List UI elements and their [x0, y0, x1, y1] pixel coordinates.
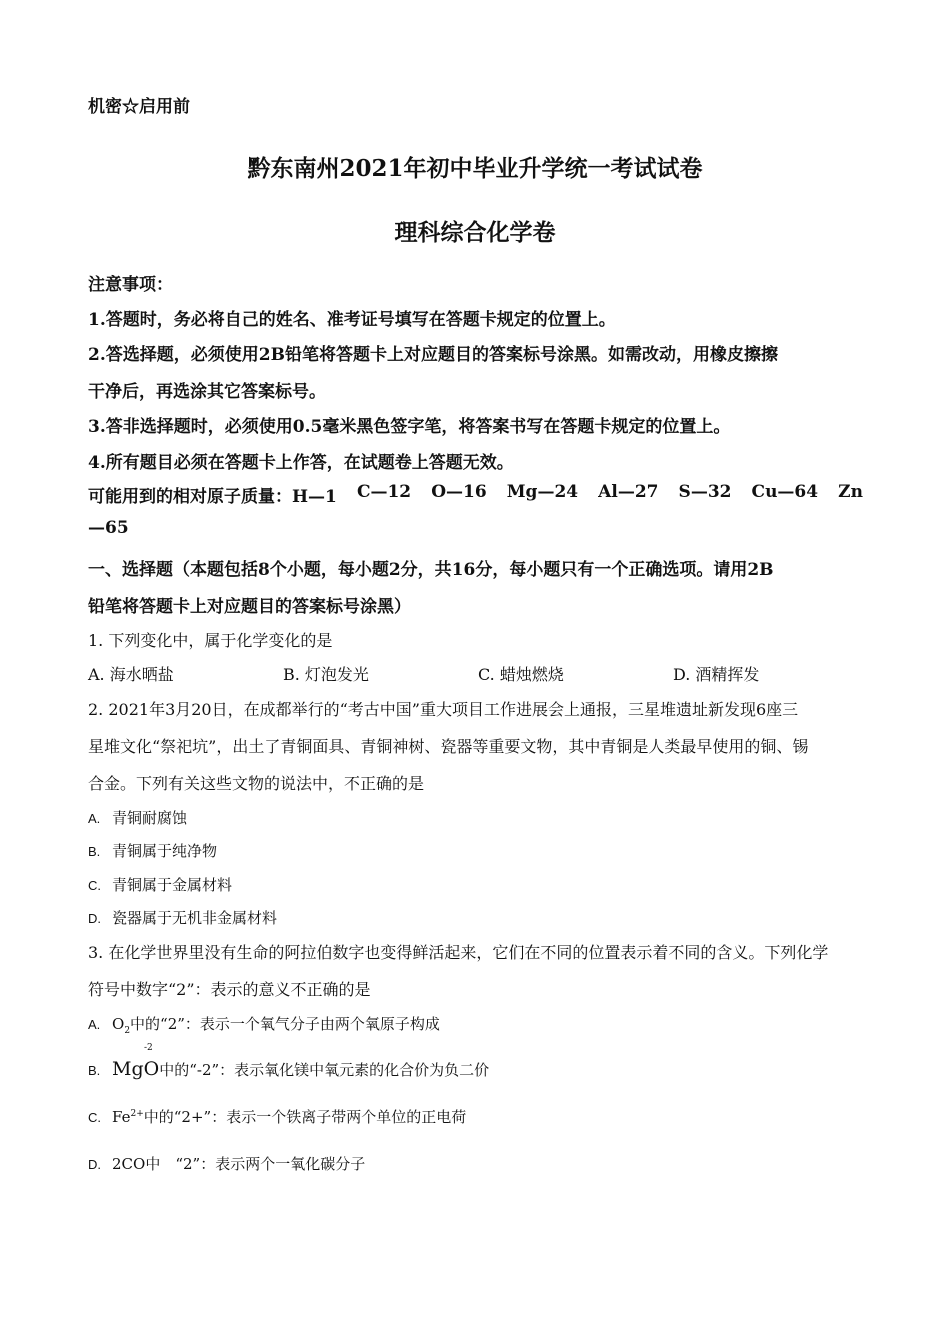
q3-option-b — [88, 1043, 490, 1080]
formula-superscript: 2+ — [130, 1109, 144, 1119]
atomic-mass-label: 可能用到的相对原子质量：H—1 — [88, 487, 337, 507]
q3-stem-line1: 3. 在化学世界里没有生命的阿拉伯数字也变得鲜活起来，它们在不同的位置表示着不同的含义。下列化学 — [88, 943, 829, 962]
secret-label: 机密☆启用前 — [88, 97, 190, 117]
option-letter: B. — [88, 1063, 101, 1078]
q1-stem: 1. 下列变化中，属于化学变化的是 — [88, 631, 333, 650]
q3-option-c — [88, 1106, 466, 1127]
option-text: 中的“2”：表示一个氧气分子由两个氧原子构成 — [130, 1015, 440, 1033]
q1-option-d: D. 酒精挥发 — [673, 665, 760, 684]
option-letter: D. — [88, 911, 101, 926]
option-text: 青铜属于纯净物 — [112, 842, 218, 860]
q2-stem-line2: 星堆文化“祭祀坑”，出土了青铜面具、青铜神树、瓷器等重要文物，其中青铜是人类最早使用的铜、锡 — [88, 737, 809, 756]
q2-option-b — [88, 840, 217, 861]
option-letter: A. — [88, 1017, 101, 1032]
atomic-mass-line — [88, 482, 863, 507]
q2-stem-line1: 2. 2021年3月20日，在成都举行的“考古中国”重大项目工作进展会上通报，三星堆遗址新发现6座三 — [88, 700, 799, 719]
q2-option-a — [88, 807, 187, 828]
atomic-mass-item: Cu—64 — [751, 482, 819, 502]
option-text: 青铜属于金属材料 — [112, 876, 233, 894]
note-3: 3.答非选择题时，必须使用0.5毫米黑色签字笔，将答案书写在答题卡规定的位置上。 — [88, 417, 731, 437]
option-text: 中的“2+”：表示一个铁离子带两个单位的正电荷 — [143, 1108, 467, 1126]
section-1-heading-cont: 铅笔将答题卡上对应题目的答案标号涂黑） — [88, 597, 411, 617]
option-letter: A. — [88, 811, 101, 826]
q2-stem-line3: 合金。下列有关这些文物的说法中，不正确的是 — [88, 774, 425, 793]
formula: O — [112, 1015, 125, 1033]
q2-option-c — [88, 874, 232, 895]
q3-option-d — [88, 1153, 365, 1174]
option-letter: C. — [88, 878, 101, 893]
formula: 2CO — [112, 1155, 146, 1173]
option-text: 瓷器属于无机非金属材料 — [112, 909, 278, 927]
q1-option-b: B. 灯泡发光 — [283, 665, 369, 684]
q1-option-c: C. 蜡烛燃烧 — [478, 665, 564, 684]
notes-heading: 注意事项： — [88, 275, 173, 295]
option-text: 中的“-2”：表示氧化镁中氧元素的化合价为负二价 — [159, 1061, 490, 1079]
option-letter: B. — [88, 844, 101, 859]
atomic-mass-item: Zn — [838, 482, 863, 502]
atomic-mass-tail: —65 — [88, 518, 129, 538]
section-1-heading: 一、选择题（本题包括8个小题，每小题2分，共16分，每小题只有一个正确选项。请用2B — [88, 560, 774, 580]
option-letter: D. — [88, 1157, 101, 1172]
formula-subscript: 2 — [124, 1026, 131, 1036]
option-text: 青铜耐腐蚀 — [112, 809, 188, 827]
q1-option-a: A. 海水晒盐 — [88, 665, 174, 684]
exam-subtitle: 理科综合化学卷 — [394, 219, 556, 246]
q3-stem-line2: 符号中数字“2”：表示的意义不正确的是 — [88, 980, 371, 999]
note-4: 4.所有题目必须在答题卡上作答，在试题卷上答题无效。 — [88, 453, 514, 473]
option-text: 中 “2”：表示两个一氧化碳分子 — [145, 1155, 366, 1173]
q1-options — [88, 662, 868, 685]
q3-option-a — [88, 1013, 440, 1036]
formula: MgO — [112, 1058, 160, 1080]
atomic-mass-item: O—16 — [431, 482, 487, 502]
exam-title: 黔东南州2021年初中毕业升学统一考试试卷 — [247, 155, 703, 182]
formula: Fe — [112, 1108, 131, 1126]
option-letter: C. — [88, 1110, 101, 1125]
note-2-line1: 2.答选择题，必须使用2B铅笔将答题卡上对应题目的答案标号涂黑。如需改动，用橡皮擦擦 — [88, 345, 778, 365]
formula-with-valence — [112, 1043, 160, 1080]
q2-option-d — [88, 907, 277, 928]
note-2-line2: 干净后，再选涂其它答案标号。 — [88, 382, 326, 402]
atomic-mass-item: S—32 — [678, 482, 732, 502]
valence-mark: -2 — [144, 1043, 153, 1053]
atomic-mass-item: C—12 — [356, 482, 412, 502]
atomic-mass-item: Al—27 — [598, 482, 659, 502]
note-1: 1.答题时，务必将自己的姓名、准考证号填写在答题卡规定的位置上。 — [88, 310, 616, 330]
atomic-mass-item: Mg—24 — [506, 482, 579, 502]
